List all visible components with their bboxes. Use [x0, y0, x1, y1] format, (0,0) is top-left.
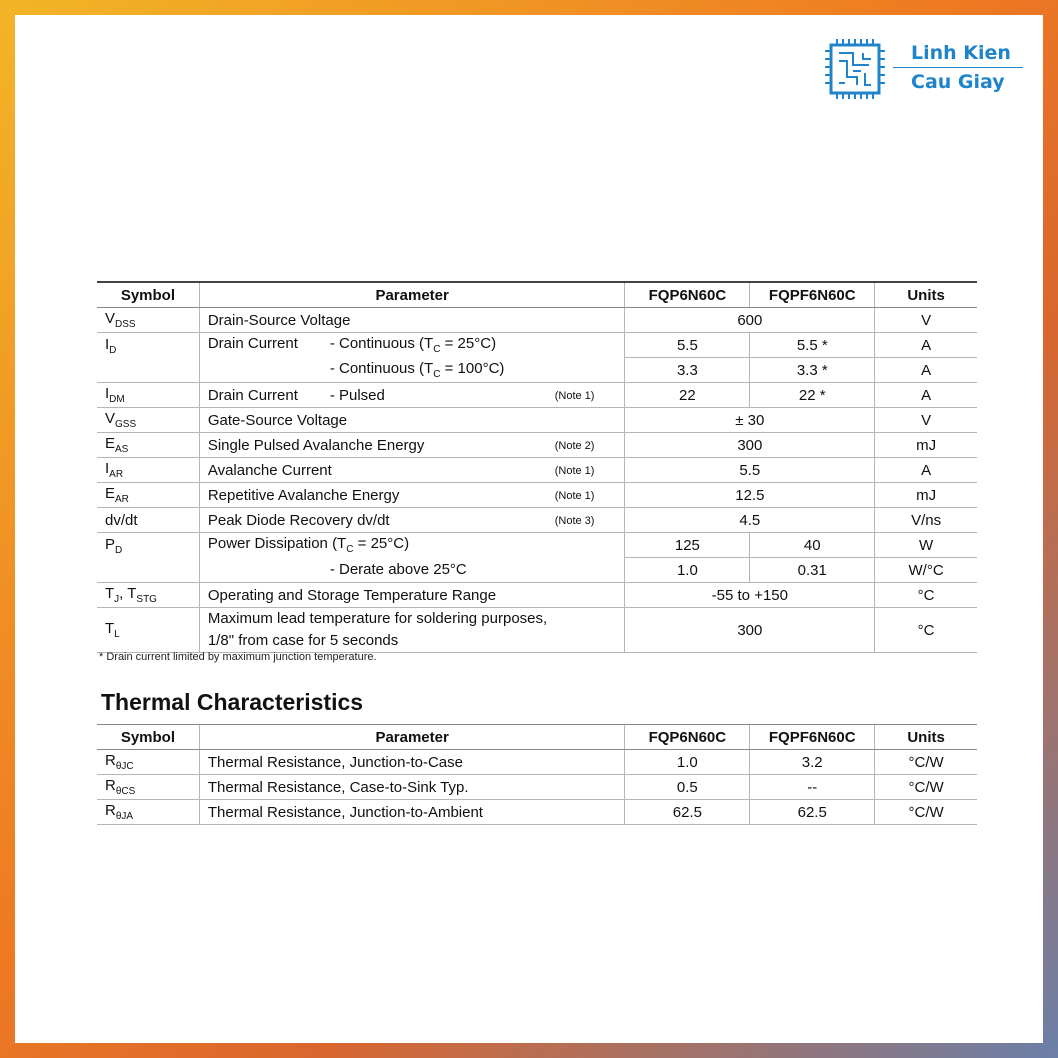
value-cell: 125 — [625, 533, 750, 558]
value-cell: ± 30 — [625, 408, 875, 433]
unit-cell: A — [875, 358, 977, 383]
unit-cell: W — [875, 533, 977, 558]
header-symbol: Symbol — [97, 725, 199, 750]
condition-text: - Derate above 25°C — [329, 561, 467, 579]
table-row — [97, 358, 977, 383]
note-ref: (Note 2) — [554, 439, 595, 452]
unit-cell: °C/W — [875, 800, 977, 825]
table-row — [97, 775, 977, 800]
symbol-cell: dv/dt — [97, 508, 199, 533]
symbol-subscript: J — [114, 594, 120, 605]
symbol-subscript: DM — [109, 394, 125, 405]
symbol-subscript: AR — [109, 469, 124, 480]
note-ref: (Note 1) — [554, 464, 595, 477]
condition-text: - Pulsed — [329, 386, 385, 404]
chip-icon — [823, 37, 887, 101]
symbol-text: V — [105, 310, 116, 327]
unit-cell: °C/W — [875, 750, 977, 775]
value-cell: 40 — [750, 533, 875, 558]
value-cell: 3.3 * — [750, 358, 875, 383]
value-cell: 12.5 — [625, 483, 875, 508]
symbol-cell — [97, 608, 199, 653]
unit-cell: A — [875, 458, 977, 483]
header-parameter: Parameter — [199, 282, 625, 308]
parameter-cell: Operating and Storage Temperature Range — [199, 583, 625, 608]
parameter-label: Power Dissipation (T — [207, 535, 347, 553]
condition-subscript: C — [433, 344, 441, 356]
symbol-subscript: L — [114, 629, 120, 640]
symbol-subscript: D — [115, 545, 123, 556]
parameter-cell — [199, 358, 625, 383]
parameter-subscript: C — [346, 544, 354, 556]
unit-cell: V — [875, 308, 977, 333]
symbol-subscript-2: STG — [136, 594, 157, 605]
thermal-table — [97, 724, 977, 825]
note-ref: (Note 3) — [554, 514, 595, 527]
header-fqpf6n60c: FQPF6N60C — [750, 282, 875, 308]
table-row — [97, 800, 977, 825]
parameter-end: = 25°C) — [353, 535, 410, 553]
symbol-cell — [97, 775, 199, 800]
note-ref: (Note 1) — [554, 489, 595, 502]
parameter-cell: Gate-Source Voltage — [199, 408, 625, 433]
table-row — [97, 458, 977, 483]
value-cell: 0.31 — [750, 558, 875, 583]
symbol-subscript: DSS — [115, 319, 136, 330]
header-parameter: Parameter — [199, 725, 625, 750]
table-row — [97, 408, 977, 433]
value-cell: 300 — [625, 433, 875, 458]
datasheet-page — [15, 15, 1043, 1043]
value-cell: 5.5 — [625, 458, 875, 483]
symbol-subscript: GSS — [115, 419, 137, 430]
value-cell: 600 — [625, 308, 875, 333]
brand-name-line1: Linh Kien — [911, 42, 1011, 64]
symbol-subscript: θJC — [115, 761, 134, 772]
condition-end: = 100°C) — [440, 359, 505, 377]
symbol-subscript: D — [109, 345, 117, 356]
value-cell: 62.5 — [750, 800, 875, 825]
condition-text: - Continuous (T — [329, 359, 434, 377]
value-cell: 22 * — [750, 383, 875, 408]
parameter-cell: Thermal Resistance, Case-to-Sink Typ. — [199, 775, 625, 800]
parameter-line-1: Maximum lead temperature for soldering purposes, — [207, 610, 548, 627]
unit-cell: W/°C — [875, 558, 977, 583]
symbol-text: E — [105, 435, 116, 452]
symbol-text: I — [105, 460, 110, 477]
parameter-cell: Thermal Resistance, Junction-to-Case — [199, 750, 625, 775]
table-row — [97, 308, 977, 333]
value-cell: 5.5 * — [750, 333, 875, 358]
parameter-cell — [199, 433, 625, 458]
symbol-text: R — [105, 752, 116, 769]
value-cell: 5.5 — [625, 333, 750, 358]
symbol-text: I — [105, 336, 110, 353]
condition-text: - Continuous (T — [329, 335, 434, 353]
unit-cell: V — [875, 408, 977, 433]
brand-logo — [823, 37, 1023, 101]
table-row — [97, 508, 977, 533]
symbol-subscript: θCS — [115, 786, 136, 797]
symbol-cell — [97, 333, 199, 383]
parameter-cell — [199, 558, 625, 583]
unit-cell: A — [875, 383, 977, 408]
value-cell: 4.5 — [625, 508, 875, 533]
unit-cell: mJ — [875, 433, 977, 458]
symbol-text: E — [105, 485, 116, 502]
table-row — [97, 750, 977, 775]
symbol-text: R — [105, 802, 116, 819]
symbol-cell — [97, 750, 199, 775]
section-title: Thermal Characteristics — [101, 689, 364, 715]
unit-cell: mJ — [875, 483, 977, 508]
header-fqpf6n60c: FQPF6N60C — [750, 725, 875, 750]
header-fqp6n60c: FQP6N60C — [625, 725, 750, 750]
parameter-label: Drain Current — [207, 386, 298, 404]
parameter-cell — [199, 333, 625, 358]
symbol-text: P — [105, 536, 116, 553]
symbol-subscript: AR — [115, 494, 129, 505]
value-cell: 22 — [625, 383, 750, 408]
brand-name-line2: Cau Giay — [911, 71, 1005, 93]
table-row — [97, 533, 977, 558]
value-cell: 1.0 — [625, 750, 750, 775]
header-units: Units — [875, 282, 977, 308]
parameter-label: Drain Current — [207, 335, 298, 353]
value-cell: 3.2 — [750, 750, 875, 775]
value-cell: 0.5 — [625, 775, 750, 800]
header-units: Units — [875, 725, 977, 750]
unit-cell: °C/W — [875, 775, 977, 800]
table-header-row — [97, 282, 977, 308]
value-cell: 62.5 — [625, 800, 750, 825]
table-row — [97, 608, 977, 653]
parameter-label: Single Pulsed Avalanche Energy — [207, 436, 425, 454]
value-cell: 300 — [625, 608, 875, 653]
parameter-cell: Drain-Source Voltage — [199, 308, 625, 333]
value-cell: -55 to +150 — [625, 583, 875, 608]
unit-cell: °C — [875, 583, 977, 608]
value-cell: -- — [750, 775, 875, 800]
value-cell: 1.0 — [625, 558, 750, 583]
parameter-cell — [199, 533, 625, 558]
condition-subscript: C — [433, 368, 441, 380]
symbol-cell — [97, 583, 199, 608]
parameter-line-2: 1/8" from case for 5 seconds — [207, 632, 399, 649]
symbol-subscript: AS — [115, 444, 129, 455]
parameter-cell — [199, 458, 625, 483]
logo-divider — [893, 67, 1023, 68]
footnote: * Drain current limited by maximum junction temperature. — [99, 651, 377, 663]
table-row — [97, 433, 977, 458]
symbol-subscript: θJA — [115, 811, 134, 822]
symbol-text: V — [105, 410, 116, 427]
header-symbol: Symbol — [97, 282, 199, 308]
symbol-cell — [97, 433, 199, 458]
symbol-cell — [97, 408, 199, 433]
symbol-text: R — [105, 777, 116, 794]
symbol-text: T — [105, 585, 115, 602]
table-row — [97, 558, 977, 583]
parameter-cell: Thermal Resistance, Junction-to-Ambient — [199, 800, 625, 825]
absolute-ratings-table — [97, 281, 977, 653]
table-row — [97, 333, 977, 358]
value-cell: 3.3 — [625, 358, 750, 383]
note-ref: (Note 1) — [554, 389, 595, 402]
header-fqp6n60c: FQP6N60C — [625, 282, 750, 308]
symbol-text: I — [105, 385, 110, 402]
parameter-cell — [199, 383, 625, 408]
symbol-cell — [97, 383, 199, 408]
parameter-cell — [199, 483, 625, 508]
symbol-cell — [97, 533, 199, 583]
parameter-label: Repetitive Avalanche Energy — [207, 486, 400, 504]
parameter-cell — [199, 508, 625, 533]
parameter-label: Peak Diode Recovery dv/dt — [207, 511, 390, 529]
table-row — [97, 383, 977, 408]
unit-cell: V/ns — [875, 508, 977, 533]
table-row — [97, 483, 977, 508]
table-header-row — [97, 725, 977, 750]
symbol-text: T — [105, 620, 115, 637]
symbol-cell — [97, 800, 199, 825]
symbol-cell — [97, 483, 199, 508]
unit-cell: °C — [875, 608, 977, 653]
symbol-cell — [97, 308, 199, 333]
condition-end: = 25°C) — [440, 335, 497, 353]
symbol-cell — [97, 458, 199, 483]
parameter-cell — [199, 608, 625, 653]
parameter-label: Avalanche Current — [207, 461, 332, 479]
table-row — [97, 583, 977, 608]
symbol-text-2: , T — [119, 585, 137, 602]
unit-cell: A — [875, 333, 977, 358]
